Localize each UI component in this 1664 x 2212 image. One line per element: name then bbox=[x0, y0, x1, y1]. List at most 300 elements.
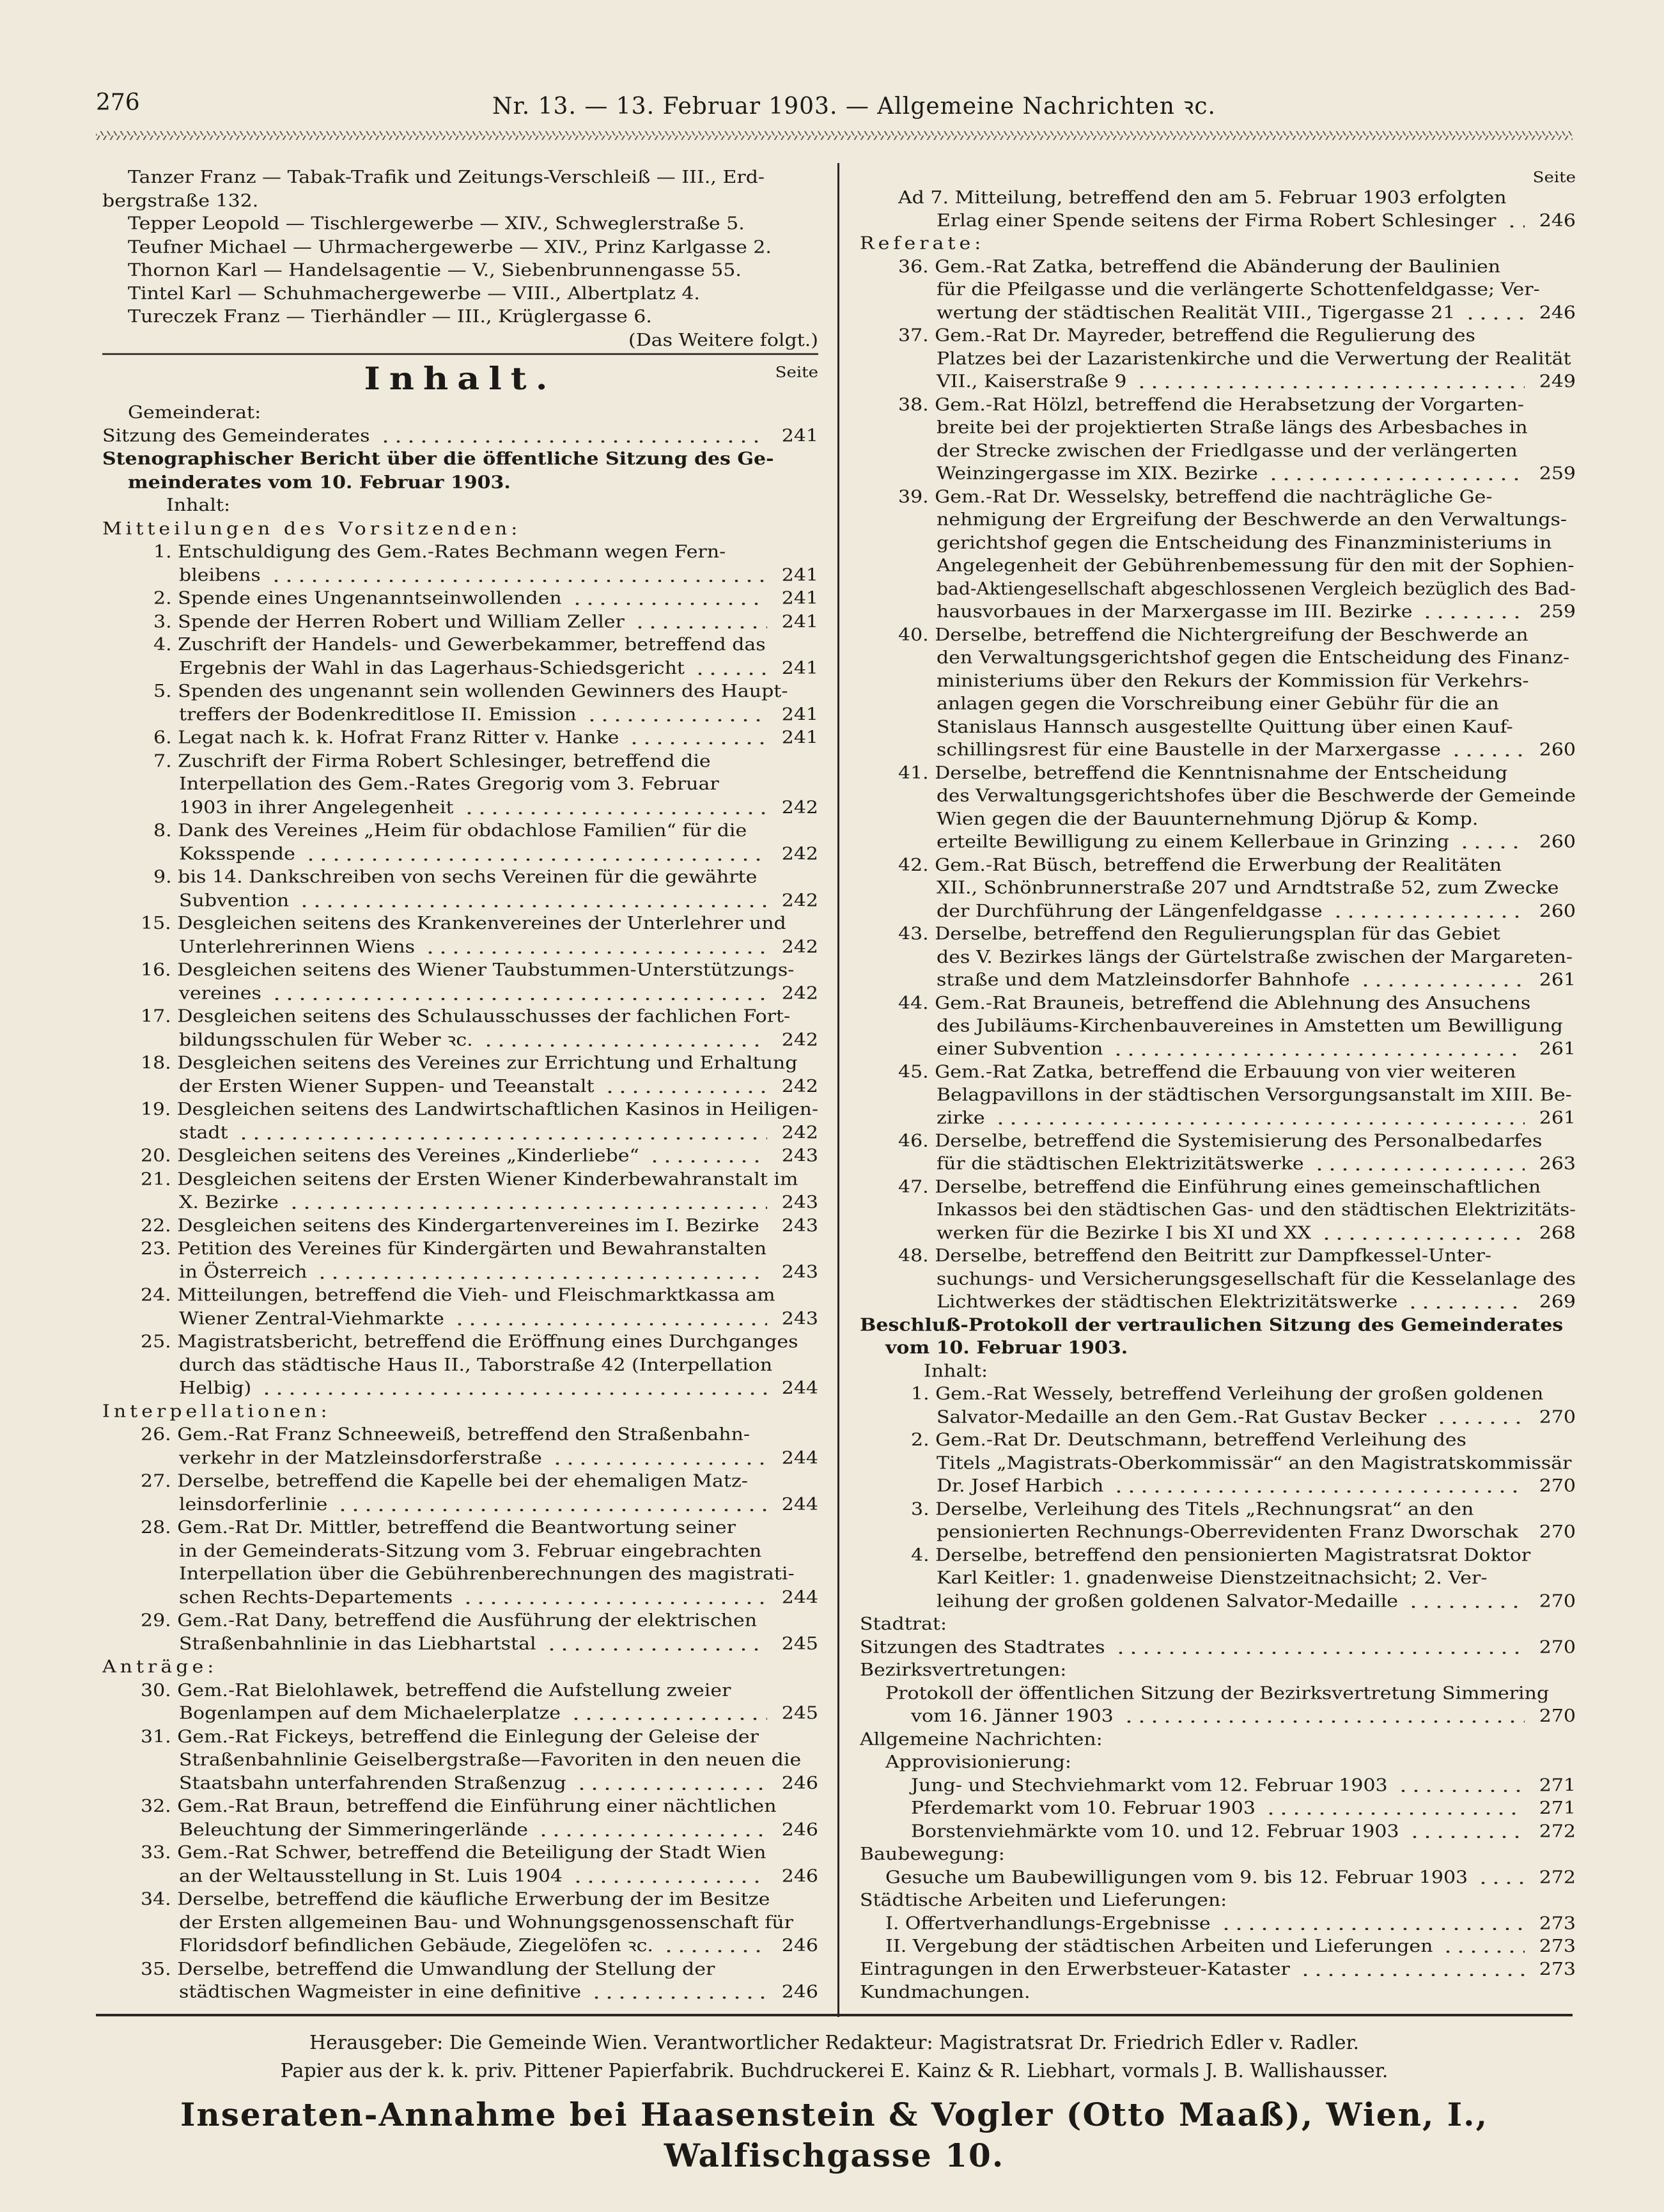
entry-text: Belagpavillons in der städtischen Versorgungsanstalt im XIII. Be- bbox=[937, 1085, 1572, 1105]
toc-entry bbox=[102, 889, 818, 912]
text-line bbox=[860, 578, 1576, 601]
entry-text: Städtische Arbeiten und Lieferungen: bbox=[860, 1890, 1227, 1910]
entry-text: Unterlehrerinnen Wiens bbox=[179, 937, 416, 957]
entry-text: Pferdemarkt vom 10. Februar 1903 bbox=[911, 1798, 1256, 1818]
text-line bbox=[102, 189, 818, 212]
text-line bbox=[860, 1682, 1576, 1705]
page-ref: 261 bbox=[1539, 1039, 1576, 1059]
entry-text: 45. Gem.-Rat Zatka, betreffend die Erbauung von vier weiteren bbox=[898, 1062, 1516, 1082]
entry-text: leihung der großen goldenen Salvator-Medaille bbox=[937, 1591, 1399, 1612]
header-wavy-rule bbox=[96, 131, 1573, 140]
text-line bbox=[860, 233, 1576, 256]
text-line bbox=[860, 854, 1576, 877]
toc-entry bbox=[860, 1797, 1576, 1820]
entry-text: 40. Derselbe, betreffend die Nichtergreifung der Beschwerde an bbox=[898, 625, 1528, 645]
entry-text: 26. Gem.-Rat Franz Schneeweiß, betreffend den Straßenbahn- bbox=[141, 1424, 750, 1445]
entry-text: werken für die Bezirke I bis XI und XX bbox=[937, 1223, 1311, 1243]
text-line bbox=[860, 877, 1576, 900]
entry-text: Stenographischer Bericht über die öffentliche Sitzung des Ge- bbox=[102, 449, 774, 469]
page-ref: 246 bbox=[781, 1982, 818, 2002]
text-line bbox=[102, 1006, 818, 1029]
entry-text: 31. Gem.-Rat Fickeys, betreffend die Einlegung der Geleise der bbox=[141, 1726, 759, 1747]
text-line bbox=[860, 1061, 1576, 1084]
text-line bbox=[860, 1268, 1576, 1291]
entry-text: Angelegenheit der Gebührenbemessung für den mit der Sophien- bbox=[937, 556, 1575, 576]
text-line bbox=[860, 1544, 1576, 1567]
entry-text: Stanislaus Hannsch ausgestellte Quittung über einen Kauf- bbox=[937, 717, 1513, 737]
text-line bbox=[860, 486, 1576, 509]
leader-dots bbox=[463, 812, 767, 814]
toc-entry bbox=[102, 1075, 818, 1098]
leader-dots bbox=[571, 603, 767, 605]
text-line bbox=[860, 693, 1576, 716]
leader-dots bbox=[424, 951, 767, 954]
entry-text: Approvisionierung: bbox=[885, 1752, 1072, 1773]
entry-text: anlagen gegen die Vorschreibung einer Gebühr für die an bbox=[937, 694, 1499, 714]
entry-text: Karl Keitler: 1. gnadenweise Dienstzeitnachsicht; 2. Ver- bbox=[937, 1568, 1488, 1589]
entry-text: Jung- und Stechviehmarkt vom 12. Februar 1903 bbox=[911, 1775, 1388, 1796]
entry-text: gerichtshof gegen die Entscheidung des Finanzministeriums in bbox=[937, 533, 1552, 553]
page-ref: 273 bbox=[1539, 1913, 1576, 1933]
entry-text: wertung der städtischen Realität VIII., Tigergasse 21 bbox=[937, 302, 1456, 323]
leader-dots bbox=[1332, 915, 1525, 918]
text-line bbox=[860, 1751, 1576, 1774]
text-line bbox=[102, 1958, 818, 1981]
text-line bbox=[102, 1609, 818, 1632]
text-line bbox=[102, 518, 818, 541]
text-line bbox=[860, 1429, 1576, 1452]
text-line bbox=[102, 959, 818, 982]
page-ref: 260 bbox=[1539, 832, 1576, 852]
leader-dots bbox=[551, 1462, 767, 1465]
entry-text: der Durchführung der Längenfeldgasse bbox=[937, 901, 1323, 921]
page-ref: 273 bbox=[1539, 1936, 1576, 1956]
page-ref: 242 bbox=[781, 1076, 818, 1096]
toc-entry bbox=[102, 727, 818, 750]
page-ref: 246 bbox=[1539, 210, 1576, 231]
page-ref: 245 bbox=[781, 1703, 818, 1724]
leader-dots bbox=[1450, 754, 1525, 757]
leader-dots bbox=[634, 626, 767, 628]
toc-entry bbox=[102, 797, 818, 820]
page-ref: 260 bbox=[1539, 740, 1576, 760]
text-line bbox=[102, 471, 818, 494]
text-line bbox=[102, 1912, 818, 1935]
leader-dots bbox=[1458, 846, 1525, 849]
entry-text: Bogenlampen auf dem Michaelerplatze bbox=[179, 1703, 561, 1724]
entry-text: Thornon Karl — Handelsagentie — V., Siebenbrunnengasse 55. bbox=[128, 260, 742, 281]
toc-entry bbox=[102, 1818, 818, 1841]
entry-text: Mitteilungen des Vorsitzenden: bbox=[102, 518, 522, 539]
entry-text: 47. Derselbe, betreffend die Einführung eines gemeinschaftlichen bbox=[898, 1177, 1541, 1197]
text-line bbox=[860, 1498, 1576, 1521]
entry-text: 32. Gem.-Rat Braun, betreffend die Einführung einer nächtlichen bbox=[141, 1796, 777, 1817]
page-ref: 244 bbox=[781, 1494, 818, 1515]
entry-text: Lichtwerkes der städtischen Elektrizitätswerke bbox=[937, 1292, 1398, 1312]
entry-text: Allgemeine Nachrichten: bbox=[860, 1729, 1103, 1750]
entry-text: Tepper Leopold — Tischlergewerbe — XIV., Schweglerstraße 5. bbox=[128, 214, 745, 234]
page-ref: 259 bbox=[1539, 463, 1576, 484]
running-title: Nr. 13. — 13. Februar 1903. — Allgemeine Nachrichten ꝛc. bbox=[492, 93, 1217, 120]
entry-text: vom 10. Februar 1903. bbox=[885, 1338, 1128, 1359]
leader-dots bbox=[1299, 1974, 1525, 1976]
text-line bbox=[102, 750, 818, 773]
leader-dots bbox=[453, 1323, 767, 1325]
entry-text: 2. Gem.-Rat Dr. Deutschmann, betreffend Verleihung des bbox=[911, 1430, 1466, 1451]
page-ref: 241 bbox=[781, 658, 818, 678]
page-ref: 242 bbox=[781, 797, 818, 818]
text-line bbox=[102, 329, 818, 352]
toc-entry bbox=[860, 1820, 1576, 1843]
page-ref: 246 bbox=[781, 1819, 818, 1840]
text-line bbox=[860, 1383, 1576, 1406]
entry-text: Dr. Josef Harbich bbox=[937, 1476, 1104, 1497]
toc-entry bbox=[860, 1521, 1576, 1544]
page-ref: 244 bbox=[781, 1378, 818, 1399]
text-line bbox=[102, 306, 818, 329]
entry-text: 42. Gem.-Rat Büsch, betreffend die Erwerbung der Realitäten bbox=[898, 855, 1502, 875]
page-ref: 246 bbox=[781, 1773, 818, 1793]
page-ref: 271 bbox=[1539, 1798, 1576, 1818]
toc-entry bbox=[860, 302, 1576, 325]
leader-dots bbox=[1320, 1237, 1525, 1240]
entry-text: 5. Spenden des ungenannt sein wollenden Gewinners des Haupt- bbox=[153, 681, 788, 702]
entry-text: Titels „Magistrats-Oberkommissär“ an den Magistratskommissär bbox=[937, 1453, 1572, 1474]
leader-dots bbox=[1114, 1651, 1525, 1654]
text-line bbox=[102, 1424, 818, 1447]
text-line bbox=[102, 1656, 818, 1679]
entry-text: Tintel Karl — Schuhmachergewerbe — VIII., Albertplatz 4. bbox=[128, 283, 700, 304]
text-line bbox=[102, 1539, 818, 1562]
toc-entry bbox=[102, 611, 818, 634]
text-line bbox=[860, 555, 1576, 578]
entry-text: Eintragungen in den Erwerbsteuer-Kataster bbox=[860, 1959, 1290, 1979]
page-ref: 242 bbox=[781, 937, 818, 957]
page-ref: 241 bbox=[781, 611, 818, 632]
leader-dots bbox=[237, 1137, 767, 1139]
leader-dots bbox=[270, 579, 767, 582]
text-line bbox=[860, 348, 1576, 371]
text-line bbox=[860, 923, 1576, 946]
text-line bbox=[860, 785, 1576, 808]
entry-text: Wiener Zentral-Viehmarkte bbox=[179, 1308, 444, 1329]
entry-text: II. Vergebung der städtischen Arbeiten und Lieferungen bbox=[885, 1936, 1433, 1956]
entry-text: Tanzer Franz — Tabak-Trafik und Zeitungs-Verschleiß — III., Erd- bbox=[128, 167, 765, 188]
toc-entry bbox=[860, 371, 1576, 394]
entry-text: Ad 7. Mitteilung, betreffend den am 5. Februar 1903 erfolgten bbox=[898, 187, 1507, 208]
entry-text: 4. Zuschrift der Handels- und Gewerbekammer, betreffend das bbox=[153, 634, 766, 655]
text-line bbox=[102, 401, 818, 424]
text-line bbox=[860, 946, 1576, 969]
leader-dots bbox=[336, 1509, 767, 1511]
text-line bbox=[102, 1842, 818, 1865]
toc-entry bbox=[860, 601, 1576, 624]
toc-entry bbox=[860, 463, 1576, 486]
entry-text: Tureczek Franz — Tierhändler — III., Krüglergasse 6. bbox=[128, 306, 652, 327]
leader-dots bbox=[1267, 478, 1525, 481]
text-line bbox=[102, 494, 818, 517]
toc-entry bbox=[102, 1145, 818, 1168]
entry-text: ministeriums über den Rekurs der Kommission für Verkehrs- bbox=[937, 671, 1529, 691]
entry-text: Baubewegung: bbox=[860, 1844, 1005, 1864]
entry-text: 21. Desgleichen seitens der Ersten Wiener Kinderbewahranstalt im bbox=[141, 1169, 798, 1190]
page-ref: 243 bbox=[781, 1215, 818, 1236]
toc-entry bbox=[860, 1590, 1576, 1613]
leader-dots bbox=[304, 858, 767, 861]
toc-entry bbox=[102, 982, 818, 1005]
entry-text: der Ersten allgemeinen Bau- und Wohnungsgenossenschaft für bbox=[179, 1912, 794, 1933]
text-line bbox=[102, 1725, 818, 1749]
leader-dots bbox=[570, 1718, 767, 1720]
text-line bbox=[860, 1567, 1576, 1590]
leader-dots bbox=[298, 905, 767, 907]
text-line bbox=[860, 1084, 1576, 1107]
toc-entry bbox=[860, 1866, 1576, 1889]
page-number: 276 bbox=[96, 90, 140, 116]
text-line bbox=[102, 1284, 818, 1307]
text-line bbox=[102, 541, 818, 564]
entry-text: 22. Desgleichen seitens des Kindergartenvereines im I. Bezirke bbox=[141, 1215, 759, 1236]
toc-entry bbox=[102, 1493, 818, 1516]
entry-text: 33. Gem.-Rat Schwer, betreffend die Beteiligung der Stadt Wien bbox=[141, 1842, 766, 1863]
entry-text: 6. Legat nach k. k. Hofrat Franz Ritter v. Hanke bbox=[153, 728, 619, 748]
text-line bbox=[102, 166, 818, 189]
entry-text: Platzes bei der Lazaristenkirche und die Verwertung der Realität bbox=[937, 348, 1571, 369]
toc-entry bbox=[102, 1447, 818, 1470]
toc-entry bbox=[102, 424, 818, 448]
text-line bbox=[860, 808, 1576, 831]
toc-entry bbox=[860, 1912, 1576, 1935]
text-line bbox=[860, 532, 1576, 555]
publisher-line: Herausgeber: Die Gemeinde Wien. Verantwortlicher Redakteur: Magistratsrat Dr. Friedrich Edler v. Radler. bbox=[309, 2032, 1360, 2054]
page-ref: 243 bbox=[781, 1262, 818, 1282]
leader-dots bbox=[1123, 1720, 1525, 1723]
entry-text: der Strecke zwischen der Friedlgasse und der verlängerten bbox=[937, 440, 1518, 461]
page-ref: 243 bbox=[781, 1308, 818, 1329]
entry-text: für die städtischen Elektrizitätswerke bbox=[937, 1154, 1304, 1174]
entry-text: des Jubiläums-Kirchenbauvereines in Amstetten um Bewilligung bbox=[937, 1016, 1563, 1036]
entry-text: des V. Bezirkes längs der Gürtelstraße zwischen der Margareten- bbox=[937, 947, 1573, 967]
page-ref: 245 bbox=[781, 1633, 818, 1654]
entry-text: suchungs- und Versicherungsgesellschaft für die Kesselanlage des bbox=[937, 1269, 1576, 1289]
page-ref: 263 bbox=[1539, 1154, 1576, 1174]
text-line bbox=[102, 213, 818, 236]
leader-dots bbox=[1421, 616, 1525, 619]
entry-text: 17. Desgleichen seitens des Schulausschusses der fachlichen Fort- bbox=[141, 1006, 791, 1027]
entry-text: stadt bbox=[179, 1123, 228, 1143]
text-line bbox=[102, 1749, 818, 1772]
page-ref: 241 bbox=[781, 425, 818, 446]
entry-text: breite bei der projektierten Straße längs des Arbesbaches in bbox=[937, 417, 1528, 438]
leader-dots bbox=[482, 1044, 767, 1047]
page-ref: 244 bbox=[781, 1587, 818, 1608]
leader-dots bbox=[270, 997, 767, 1000]
toc-entry bbox=[102, 1935, 818, 1958]
entry-text: bleibens bbox=[179, 565, 261, 586]
entry-text: 4. Derselbe, betreffend den pensionierten Magistratsrat Doktor bbox=[911, 1545, 1531, 1566]
page-ref: 270 bbox=[1539, 1407, 1576, 1428]
leader-dots bbox=[628, 742, 767, 745]
text-line bbox=[860, 1981, 1576, 2004]
entry-text: verkehr in der Matzleinsdorferstraße bbox=[179, 1447, 542, 1468]
text-line bbox=[102, 1516, 818, 1539]
entry-text: Interpellation über die Gebührenberechnungen des magistrati- bbox=[179, 1564, 795, 1584]
text-line bbox=[860, 992, 1576, 1015]
toc-entry bbox=[102, 564, 818, 587]
leader-dots bbox=[648, 1160, 767, 1163]
toc-entry bbox=[860, 1475, 1576, 1498]
seite-label: Seite bbox=[775, 364, 818, 382]
page-ref: 246 bbox=[1539, 302, 1576, 323]
entry-text: I. Offertverhandlungs-Ergebnisse bbox=[885, 1913, 1211, 1933]
leader-dots bbox=[603, 1091, 767, 1093]
toc-entry bbox=[860, 1705, 1576, 1728]
entry-text: Straßenbahnlinie Geiselbergstraße—Favoriten in den neuen die bbox=[179, 1750, 802, 1770]
leader-dots bbox=[1397, 1789, 1525, 1792]
entry-text: 8. Dank des Vereines „Heim für obdachlose Familien“ für die bbox=[153, 820, 747, 841]
text-line bbox=[102, 1470, 818, 1493]
text-line bbox=[102, 1354, 818, 1377]
imprint-footer bbox=[96, 2014, 1573, 2183]
page-ref: 268 bbox=[1539, 1223, 1576, 1243]
entry-text: 7. Zuschrift der Firma Robert Schlesinger, betreffend die bbox=[153, 751, 711, 772]
page-ref: 270 bbox=[1539, 1476, 1576, 1497]
toc-entry bbox=[102, 936, 818, 959]
page-ref: 242 bbox=[781, 1029, 818, 1050]
right-column bbox=[860, 166, 1576, 2004]
text-line bbox=[102, 1052, 818, 1075]
entry-text: Gesuche um Baubewilligungen vom 9. bis 12. Februar 1903 bbox=[885, 1867, 1468, 1887]
entry-text: 38. Gem.-Rat Hölzl, betreffend die Herabsetzung der Vorgarten- bbox=[898, 394, 1525, 415]
leader-dots bbox=[662, 1950, 767, 1952]
text-line bbox=[860, 417, 1576, 440]
entry-text: Sitzungen des Stadtrates bbox=[860, 1637, 1105, 1658]
text-line bbox=[102, 634, 818, 657]
page-ref: 272 bbox=[1539, 1867, 1576, 1887]
toc-entry bbox=[860, 1107, 1576, 1130]
entry-text: Ergebnis der Wahl in das Lagerhaus-Schiedsgericht bbox=[179, 658, 685, 678]
page-ref: 242 bbox=[781, 844, 818, 864]
entry-text: 3. Derselbe, Verleihung des Titels „Rechnungsrat“ an den bbox=[911, 1499, 1474, 1520]
entry-text: für die Pfeilgasse und die verlängerte Schottenfeldgasse; Ver- bbox=[937, 279, 1540, 300]
leader-dots bbox=[1313, 1168, 1525, 1171]
entry-text: 18. Desgleichen seitens des Vereines zur Errichtung und Erhaltung bbox=[141, 1053, 798, 1073]
text-line bbox=[102, 1098, 818, 1121]
toc-entry bbox=[102, 1377, 818, 1400]
entry-text: 28. Gem.-Rat Dr. Mittler, betreffend die Beantwortung seiner bbox=[141, 1517, 736, 1538]
page-ref: 244 bbox=[781, 1447, 818, 1468]
entry-text: in der Gemeinderats-Sitzung vom 3. Februar eingebrachten bbox=[179, 1541, 762, 1561]
entry-text: pensionierten Rechnungs-Oberrevidenten Franz Dworschak bbox=[937, 1522, 1518, 1543]
entry-text: 9. bis 14. Dankschreiben von sechs Vereinen für die gewährte bbox=[153, 867, 758, 887]
leader-dots bbox=[1220, 1928, 1525, 1930]
entry-text: Kundmachungen. bbox=[860, 1982, 1030, 2002]
text-line bbox=[860, 1360, 1576, 1383]
seite-label-right: Seite bbox=[1532, 169, 1576, 187]
text-line bbox=[860, 716, 1576, 739]
toc-entry bbox=[860, 1935, 1576, 1958]
toc-entry bbox=[860, 900, 1576, 923]
page-ref: 272 bbox=[1539, 1821, 1576, 1841]
entry-text: städtischen Wagmeister in eine definitive bbox=[179, 1982, 582, 2002]
toc-entry bbox=[102, 1191, 818, 1214]
entry-text: XII., Schönbrunnerstraße 207 und Arndtstraße 52, zum Zwecke bbox=[937, 878, 1559, 898]
entry-text: Bezirksvertretungen: bbox=[860, 1660, 1067, 1681]
entry-text: Inhalt: bbox=[166, 495, 231, 516]
entry-text: Sitzung des Gemeinderates bbox=[102, 425, 370, 446]
toc-entry bbox=[102, 1029, 818, 1052]
toc-entry bbox=[102, 843, 818, 866]
leader-dots bbox=[1505, 225, 1525, 228]
entry-text: treffers der Bodenkreditlose II. Emission bbox=[179, 704, 577, 725]
leader-dots bbox=[994, 1122, 1525, 1125]
entry-text: an der Weltausstellung in St. Luis 1904 bbox=[179, 1865, 563, 1887]
toc-entry bbox=[102, 1702, 818, 1725]
page-ref: 273 bbox=[1539, 1959, 1576, 1979]
entry-text: VII., Kaiserstraße 9 bbox=[937, 371, 1127, 392]
entry-text: Stadtrat: bbox=[860, 1614, 947, 1635]
entry-text: Inkassos bei den städtischen Gas- und den städtischen Elektrizitäts- bbox=[937, 1200, 1576, 1220]
table-of-contents-left bbox=[102, 401, 818, 2004]
text-line bbox=[860, 1452, 1576, 1475]
toc-entry bbox=[102, 1865, 818, 1888]
leader-dots bbox=[316, 1276, 767, 1279]
entry-text: 19. Desgleichen seitens des Landwirtschaftlichen Kasinos in Heiligen- bbox=[141, 1099, 818, 1120]
toc-entry bbox=[860, 1774, 1576, 1797]
toc-entry bbox=[860, 1153, 1576, 1176]
text-line bbox=[102, 680, 818, 703]
text-line bbox=[102, 912, 818, 935]
toc-entry bbox=[102, 1307, 818, 1330]
leader-dots bbox=[537, 1834, 767, 1837]
entry-text: bildungsschulen für Weber ꝛc. bbox=[179, 1029, 473, 1050]
entry-text: nehmigung der Ergreifung der Beschwerde an den Verwaltungs- bbox=[937, 510, 1567, 530]
text-line bbox=[102, 448, 818, 471]
text-line bbox=[860, 1130, 1576, 1153]
entry-text: Borstenviehmärkte vom 10. und 12. Februar 1903 bbox=[911, 1821, 1399, 1841]
text-line bbox=[860, 1659, 1576, 1682]
leader-dots bbox=[288, 1206, 767, 1209]
text-line bbox=[860, 1015, 1576, 1038]
entry-text: Beschluß-Protokoll der vertraulichen Sitzung des Gemeinderates bbox=[860, 1315, 1564, 1336]
toc-entry bbox=[860, 210, 1576, 233]
toc-entry bbox=[860, 1222, 1576, 1245]
toc-entry bbox=[860, 831, 1576, 854]
text-line bbox=[860, 440, 1576, 463]
entry-text: Referate: bbox=[860, 233, 985, 254]
text-line bbox=[860, 1176, 1576, 1199]
toc-entry bbox=[102, 1981, 818, 2004]
trade-register-list bbox=[102, 166, 818, 352]
entry-text: Teufner Michael — Uhrmachergewerbe — XIV., Prinz Karlgasse 2. bbox=[128, 237, 772, 258]
entry-text: erteilte Bewilligung zu einem Kellerbaue in Grinzing bbox=[937, 832, 1449, 852]
page-ref: 242 bbox=[781, 890, 818, 911]
text-line bbox=[102, 283, 818, 306]
page-ref: 270 bbox=[1539, 1637, 1576, 1658]
leader-dots bbox=[1359, 985, 1525, 987]
entry-text: durch das städtische Haus II., Taborstraße 42 (Interpellation bbox=[179, 1355, 773, 1375]
text-line bbox=[102, 1563, 818, 1586]
page-ref: 269 bbox=[1539, 1292, 1576, 1312]
page-ref: 259 bbox=[1539, 602, 1576, 622]
contents-heading bbox=[102, 355, 818, 401]
entry-text: Helbig) bbox=[179, 1378, 252, 1399]
table-of-contents-right bbox=[860, 187, 1576, 2004]
page-ref: 243 bbox=[781, 1146, 818, 1166]
page-ref: 271 bbox=[1539, 1775, 1576, 1796]
entry-text: 1. Gem.-Rat Wessely, betreffend Verleihung der großen goldenen bbox=[911, 1384, 1544, 1405]
leader-dots bbox=[694, 673, 767, 675]
